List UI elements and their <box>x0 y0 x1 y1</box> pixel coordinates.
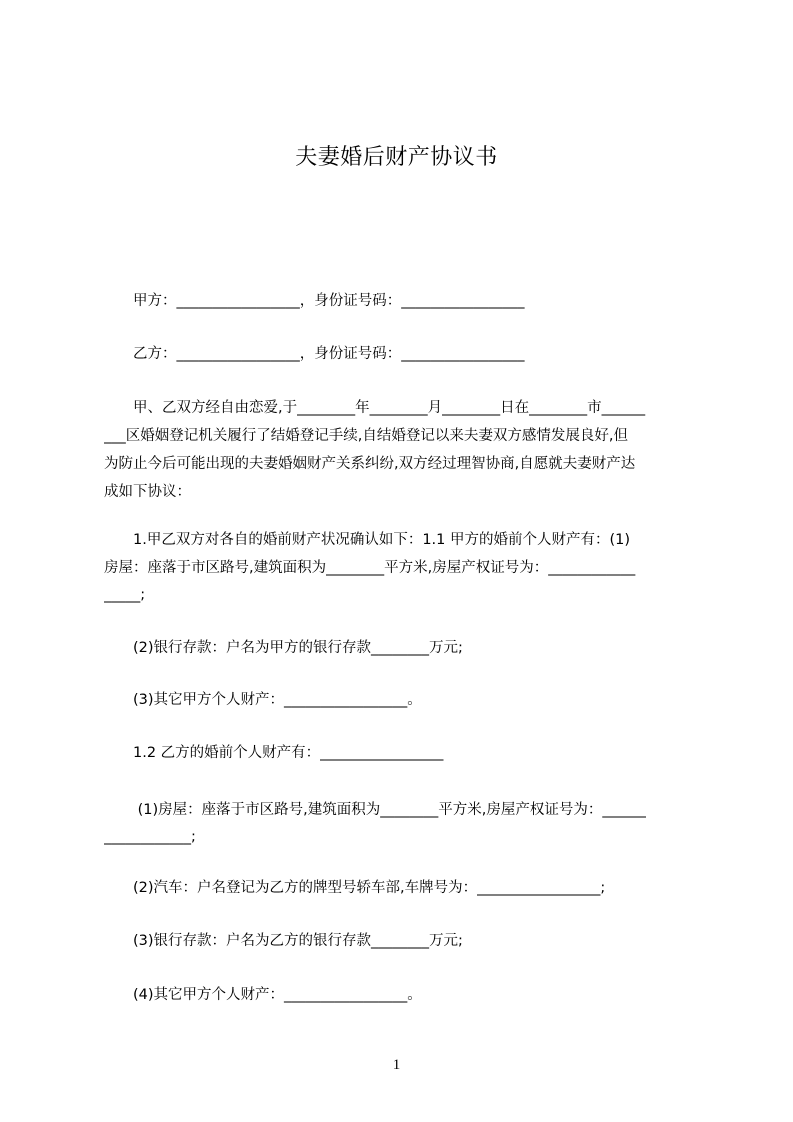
paragraph-line: ___区婚姻登记机关履行了结婚登记手续,自结婚登记以来夫妻双方感情发展良好,但 <box>104 428 628 444</box>
paragraph-line: _____; <box>104 587 146 603</box>
party-b-line: 乙方：_________________，身份证号码：_________________ <box>104 346 525 362</box>
paragraph-line: 1.甲乙双方对各自的婚前财产状况确认如下：1.1 甲方的婚前个人财产有：(1) <box>104 532 631 548</box>
document-title: 夫妻婚后财产协议书 <box>295 145 498 170</box>
paragraph-line: (3)其它甲方个人财产：_________________。 <box>104 692 422 708</box>
page-number: 1 <box>392 1057 401 1073</box>
paragraph-line: (1)房屋：座落于市区路号,建筑面积为________平方米,房屋产权证号为：______ <box>104 802 646 818</box>
paragraph-line: ____________; <box>104 829 196 845</box>
paragraph-line: 为防止今后可能出现的夫妻婚姻财产关系纠纷,双方经过理智协商,自愿就夫妻财产达 <box>104 456 636 472</box>
paragraph-line: (3)银行存款：户名为乙方的银行存款________万元; <box>104 933 463 949</box>
party-a-line: 甲方：_________________，身份证号码：_________________ <box>104 293 525 309</box>
paragraph-line: (2)汽车：户名登记为乙方的牌型号轿车部,车牌号为：_________________; <box>104 880 606 896</box>
paragraph-line: 房屋：座落于市区路号,建筑面积为________平方米,房屋产权证号为：____________ <box>104 560 636 576</box>
paragraph-line: 成如下协议： <box>104 484 191 500</box>
paragraph-line: (4)其它甲方个人财产：_________________。 <box>104 987 422 1003</box>
paragraph-line: 1.2 乙方的婚前个人财产有：_________________ <box>104 745 444 761</box>
paragraph-line: 甲、乙双方经自由恋爱,于________年________月________日在________市______ <box>104 400 646 416</box>
paragraph-line: (2)银行存款：户名为甲方的银行存款________万元; <box>104 640 463 656</box>
